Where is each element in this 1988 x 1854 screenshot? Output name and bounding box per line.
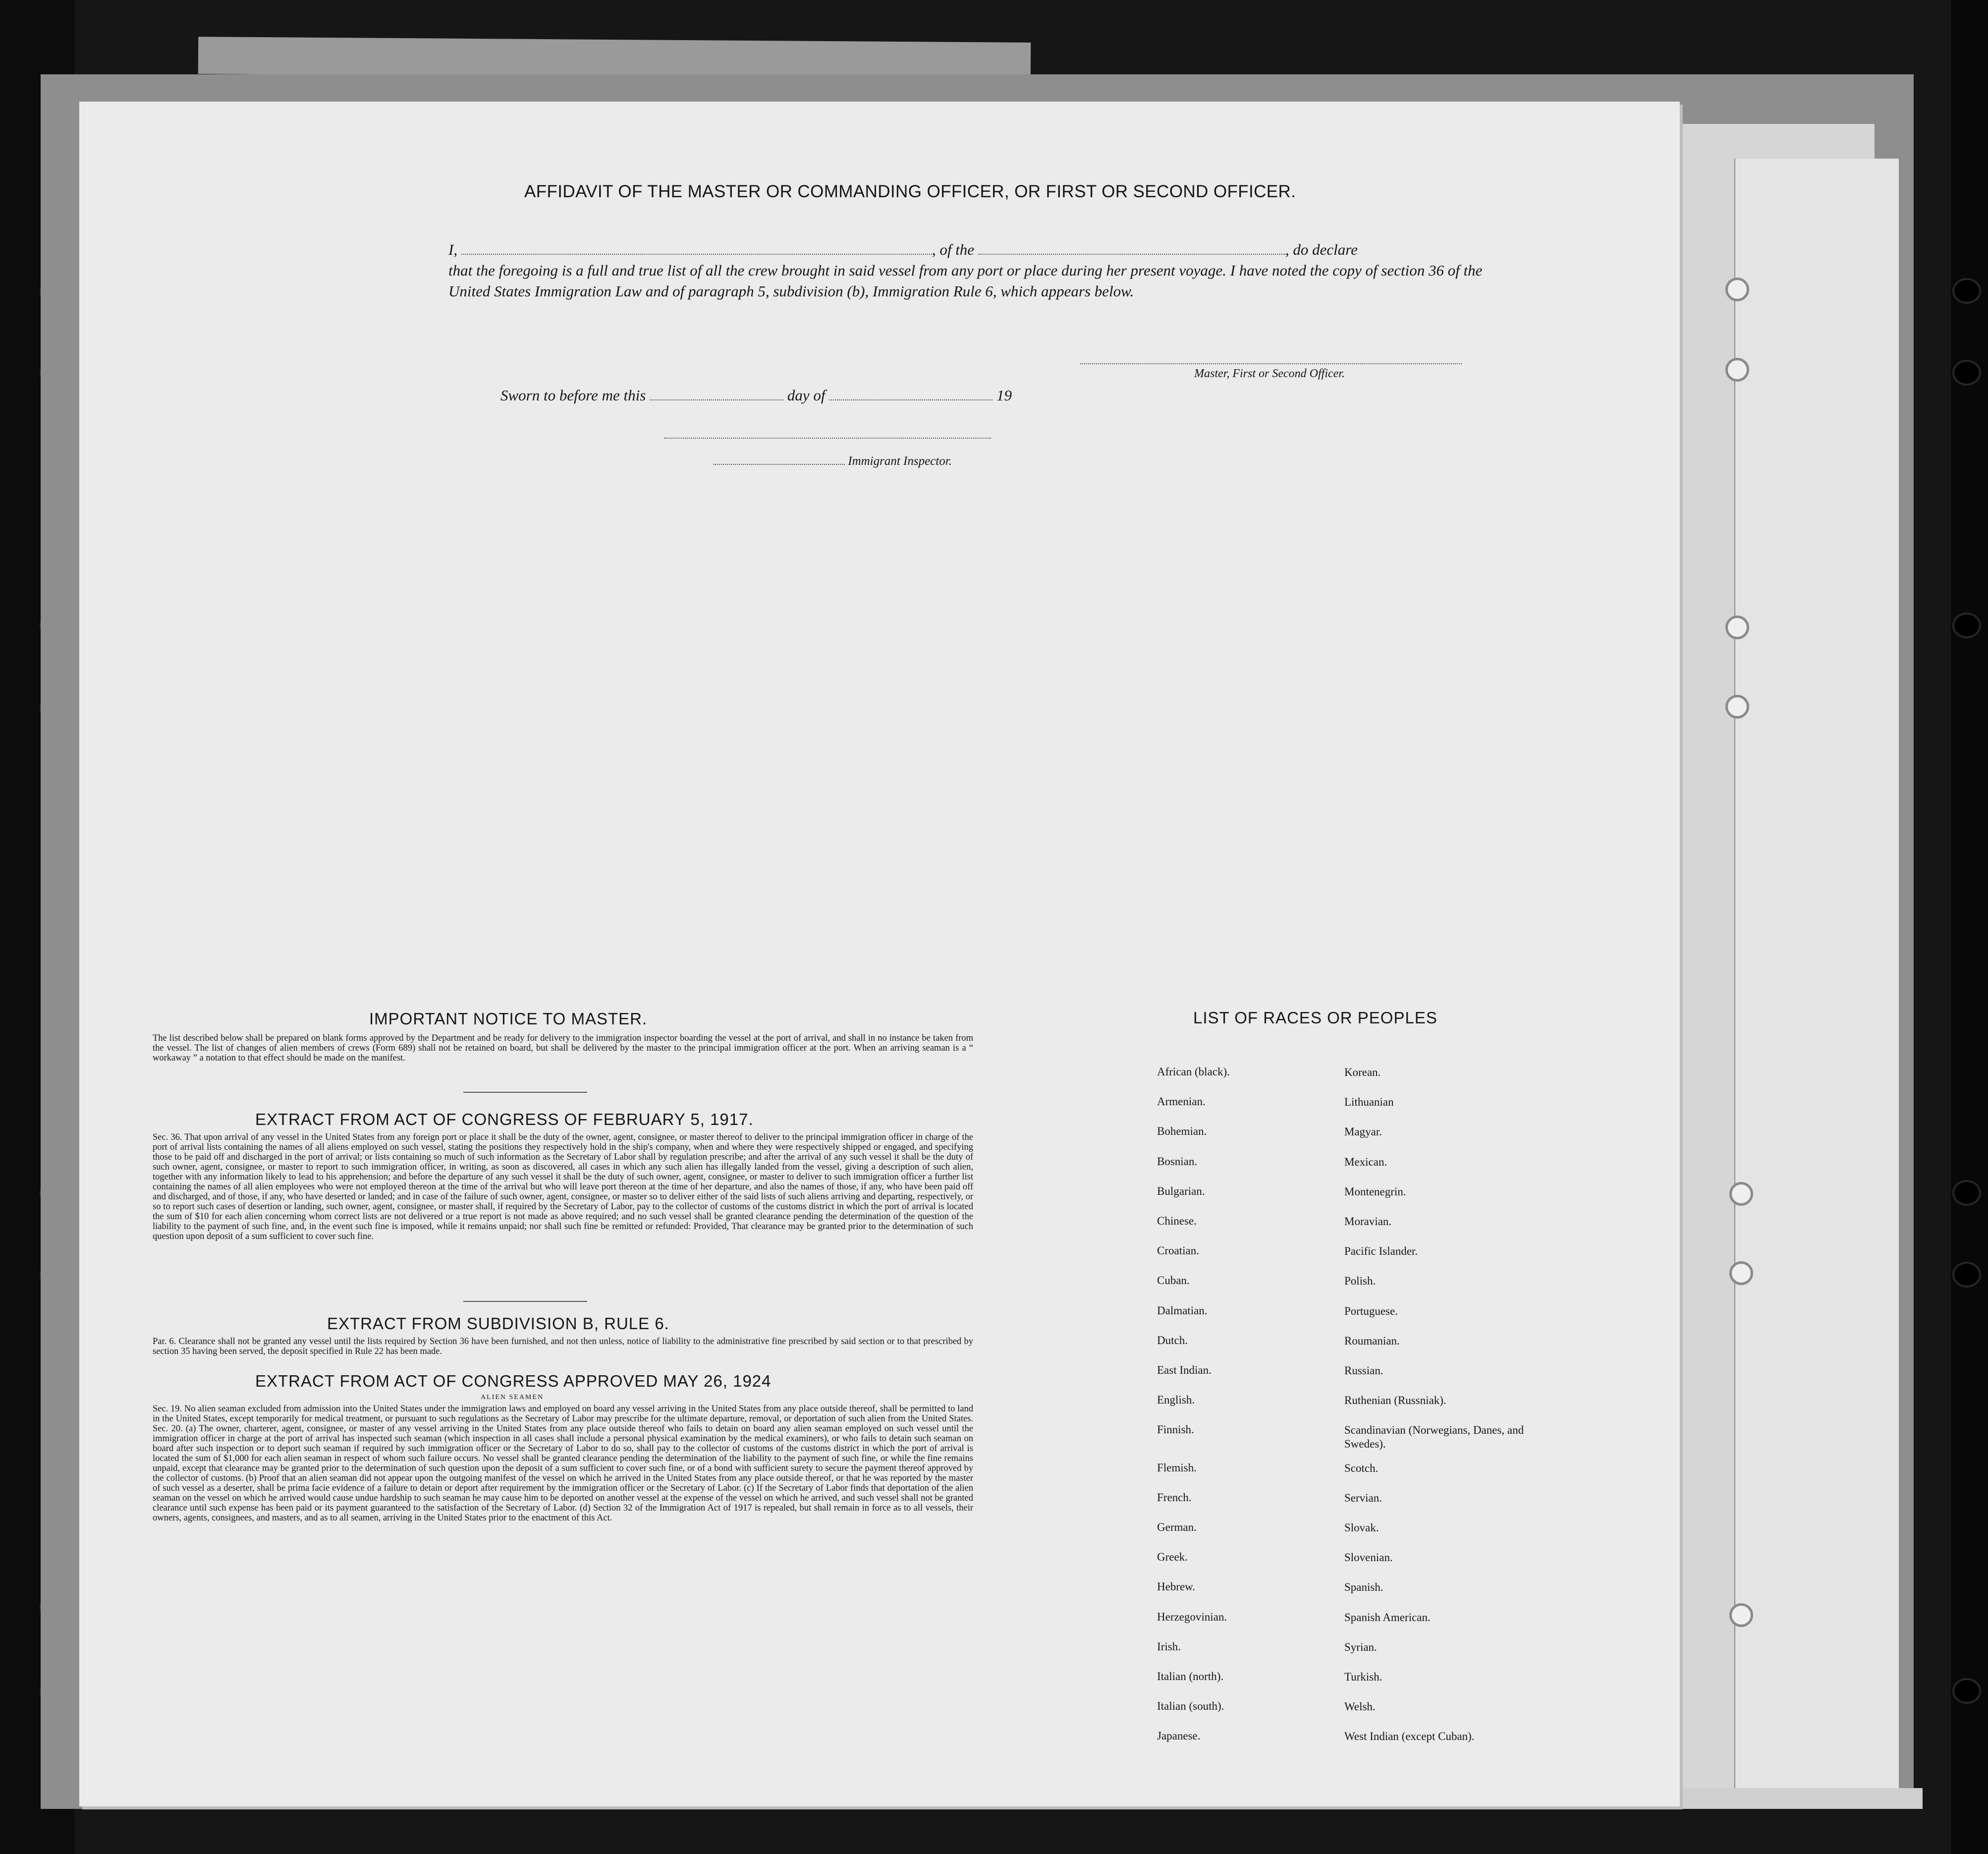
affidavit-title: AFFIDAVIT OF THE MASTER OR COMMANDING OFFICER, OR FIRST OR SECOND OFFICER.: [524, 182, 1296, 201]
extract-1917-title: EXTRACT FROM ACT OF CONGRESS OF FEBRUARY 5, 1917.: [255, 1110, 754, 1128]
reinforcement-ring: [1725, 278, 1749, 301]
race-entry: Korean.: [1344, 1066, 1381, 1078]
extract-rule6-body: Par. 6. Clearance shall not be granted any vessel until the lists required by Section 36 have been furnished, and not then unless, notice of liability to the administrative fine prescribed by said section or to that prescribed by section 35 having been served, the deposit specified in Rule 22 has been made.: [153, 1337, 973, 1356]
binder-hole: [1954, 1264, 1979, 1286]
race-entry: English.: [1157, 1394, 1195, 1406]
race-entry: East Indian.: [1157, 1364, 1212, 1376]
race-entry: Turkish.: [1344, 1671, 1382, 1683]
race-entry: African (black).: [1157, 1066, 1230, 1078]
binder-hole: [1954, 615, 1979, 636]
sworn-row: [500, 387, 1012, 404]
binder-hole: [1954, 1182, 1979, 1204]
inspector-signature-line[interactable]: [664, 438, 991, 439]
race-entry: Russian.: [1344, 1364, 1383, 1377]
race-entry: Roumanian.: [1344, 1334, 1400, 1347]
affidavit-statement: [448, 239, 1494, 302]
race-entry: Slovenian.: [1344, 1551, 1393, 1564]
race-entry: Servian.: [1344, 1491, 1382, 1504]
inspector-signature-label: [714, 454, 952, 468]
race-entry: Polish.: [1344, 1275, 1376, 1288]
race-entry: Cuban.: [1157, 1274, 1190, 1287]
race-entry: Magyar.: [1344, 1125, 1382, 1138]
race-entry: Portuguese.: [1344, 1304, 1398, 1317]
extract-1924-body: Sec. 19. No alien seaman excluded from admission into the United States under the immigration laws and employed on board any vessel arriving in the United States from any place outside thereof, shall be permitted to land in the United States, except temporarily for medical treatment, or pursuant to such regulations as the Secretary of Labor may prescribe for the ultimate departure, removal, or deportation of such alien from the United States. Sec. 20. (a) The owner, charterer, agent, consignee, or master of any vessel arriving in the United States from any place outside thereof who fails to detain on board any alien seaman employed on such vessel until the immigration officer in charge at the port of arrival has inspected such seaman (which inspection in all cases shall include a personal physical examination by the medical examiners), or who fails to detain such seaman on board after such inspection or to deport such seaman if required by such immigration officer or the Secretary of Labor to do so, shall pay to the collector of customs of the customs district in which the port of arrival is located the sum of $1,000 for each alien seaman in respect of whom such failure occurs. No vessel shall be granted clearance pending the determination of the liability to the payment of such fine, or while the fine remains unpaid, except that clearance may be granted prior to the determination of such question upon the deposit of a sum sufficient to cover such fine, or of a bond with sufficient surety to secure the payment thereof approved by the collector of customs. (b) Proof that an alien seaman did not appear upon the outgoing manifest of the vessel on which he arrived in the United States from any place outside thereof, or that he was reported by the master of such vessel as a deserter, shall be prima facie evidence of a failure to detain or deport after requirement by the immigration officer or the Secretary of Labor. (c) If the Secretary of Labor finds that deportation of the alien seaman on the vessel on which he arrived would cause undue hardship to such seaman he may cause him to be deported on another vessel at the expense of the vessel on which he arrived, and such vessel shall not be granted clearance until such expense has been paid or its payment guaranteed to the satisfaction of the Secretary of Labor. (d) Section 32 of the Immigration Act of 1917 is repealed, but shall remain in force as to all vessels, their owners, agents, consignees, and masters, and as to all seamen, arriving in the United States prior to the enactment of this Act.: [153, 1404, 973, 1523]
binder-hole: [1954, 362, 1979, 384]
notice-body: The list described below shall be prepared on blank forms approved by the Department and be ready for delivery to the immigration inspector boarding the vessel at the port of arrival, and shall in no instance be taken from the vessel. The list of changes of alien members of crews (Form 689) shall not be retained on board, but shall be delivered by the master to the principal immigration officer at the port. When an arriving seaman is a “ workaway ” a notation to that effect should be made on the manifest.: [153, 1033, 973, 1063]
underlying-page-top: [198, 37, 1031, 80]
extract-1917-body: Sec. 36. That upon arrival of any vessel in the United States from any foreign port or place it shall be the duty of the owner, agent, consignee, or master thereof to deliver to the principal immigration officer in charge of the port of arrival lists containing the names of all aliens employed on such vessel, stating the positions they respectively hold in the ship's company, when and where they were respectively shipped or engaged, and specifying those to be paid off and discharged in the port of arrival; or lists containing so much of such information as the Secretary of Labor shall by regulation prescribe; and after the arrival of any such vessel it shall be the duty of such owner, agent, consignee, or master to report to such immigration officer, in writing, as soon as discovered, all cases in which any such alien has illegally landed from the vessel, giving a description of such alien, together with any information likely to lead to his apprehension; and before the departure of any such vessel it shall be the duty of such owner, agent, consignee, or master to deliver to such immigration officer a further list containing the names of all alien employees who were not employed thereon at the time of the arrival but who will leave port thereon at the time of her departure, and also the names of those, if any, who have been paid off and discharged, and of those, if any, who have deserted or landed; and in case of the failure of such owner, agent, consignee, or master so to deliver either of the said lists of such aliens arriving and departing, respectively, or so to report such cases of desertion or landing, such owner, agent, consignee, or master shall, if required by the Secretary of Labor, pay to the collector of customs of the customs district in which the port of arrival is located the sum of $10 for each alien concerning whom correct lists are not delivered or a true report is not made as above required; and no such vessel shall be granted clearance pending the determination of the question of the liability to the payment of such fine, and, in the event such fine is imposed, while it remains unpaid; nor shall such fine be remitted or refunded: Provided, That clearance may be granted prior to the determination of such question upon deposit of a sum sufficient to cover such fine.: [153, 1132, 973, 1241]
race-entry: Bohemian.: [1157, 1125, 1207, 1138]
race-entry: Armenian.: [1157, 1095, 1206, 1108]
officer-name-blank[interactable]: [461, 241, 932, 255]
underlying-page-right: [1734, 159, 1899, 1794]
race-entry: Bulgarian.: [1157, 1184, 1205, 1197]
section-divider: [463, 1092, 587, 1093]
race-entry: Moravian.: [1344, 1215, 1392, 1228]
race-entry: Croatian.: [1157, 1244, 1199, 1257]
reinforcement-ring: [1725, 695, 1749, 719]
races-title: LIST OF RACES OR PEOPLES: [1193, 1009, 1437, 1027]
race-entry: Japanese.: [1157, 1730, 1201, 1742]
notice-title: IMPORTANT NOTICE TO MASTER.: [369, 1010, 648, 1028]
do-declare-label: , do declare: [1285, 241, 1358, 258]
race-entry: Italian (north).: [1157, 1670, 1224, 1683]
race-entry: Syrian.: [1344, 1640, 1377, 1653]
scanner-edge: [1951, 0, 1988, 1854]
extract-1924-title: EXTRACT FROM ACT OF CONGRESS APPROVED MAY 26, 1924: [255, 1372, 772, 1390]
sworn-day-blank[interactable]: [650, 387, 783, 400]
race-entry: Dutch.: [1157, 1334, 1188, 1347]
of-the-label: , of the: [932, 241, 975, 258]
reinforcement-ring: [1725, 358, 1749, 382]
race-entry: Finnish.: [1157, 1423, 1194, 1436]
race-entry: Montenegrin.: [1344, 1185, 1406, 1198]
race-entry: Slovak.: [1344, 1521, 1379, 1534]
reinforcement-ring: [1729, 1261, 1753, 1285]
sworn-month-blank[interactable]: [829, 387, 993, 400]
declaration-body: that the foregoing is a full and true list of all the crew brought in said vessel from any port or place during her present voyage. I have noted the copy of section 36 of the United States Immigration Law and of paragraph 5, subdivision (b), Immigration Rule 6, which appears below.: [448, 262, 1483, 300]
extract-rule6-title: EXTRACT FROM SUBDIVISION B, RULE 6.: [327, 1314, 669, 1333]
race-entry: Herzegovinian.: [1157, 1610, 1227, 1623]
race-entry: Spanish.: [1344, 1581, 1383, 1594]
section-divider: [463, 1301, 587, 1302]
reinforcement-ring: [1729, 1603, 1753, 1627]
race-entry: Flemish.: [1157, 1461, 1197, 1474]
race-entry: Ruthenian (Russniak).: [1344, 1394, 1446, 1407]
race-entry: Lithuanian: [1344, 1096, 1394, 1109]
race-entry: West Indian (except Cuban).: [1344, 1730, 1475, 1743]
race-entry: Mexican.: [1344, 1155, 1387, 1168]
vessel-name-blank[interactable]: [978, 241, 1285, 255]
binder-hole: [1954, 1680, 1979, 1702]
race-entry: Dalmatian.: [1157, 1304, 1208, 1317]
race-entry: Chinese.: [1157, 1215, 1197, 1227]
affidavit-page: [79, 102, 1680, 1806]
declaration-line: [448, 239, 1494, 260]
race-entry: Greek.: [1157, 1551, 1188, 1564]
master-signature-label: Master, First or Second Officer.: [1194, 367, 1345, 380]
inspector-leader-dots: [714, 459, 845, 465]
race-entry: French.: [1157, 1491, 1192, 1504]
binder-hole: [1954, 280, 1979, 302]
declarant-prefix: I,: [448, 241, 458, 258]
alien-seamen-subtitle: ALIEN SEAMEN: [481, 1394, 544, 1401]
master-signature-line[interactable]: [1080, 363, 1462, 364]
race-entry: Pacific Islander.: [1344, 1245, 1418, 1258]
race-entry: Hebrew.: [1157, 1580, 1196, 1593]
day-of-label: day of: [787, 387, 826, 404]
year-prefix: 19: [996, 387, 1012, 404]
race-entry: Italian (south).: [1157, 1700, 1224, 1713]
race-entry: Bosnian.: [1157, 1155, 1198, 1168]
reinforcement-ring: [1725, 616, 1749, 639]
inspector-label-text: Immigrant Inspector.: [848, 454, 952, 468]
race-entry: Scotch.: [1344, 1461, 1379, 1474]
race-entry: Irish.: [1157, 1640, 1181, 1653]
reinforcement-ring: [1729, 1182, 1753, 1206]
race-entry: Welsh.: [1344, 1700, 1376, 1713]
sworn-label: Sworn to before me this: [500, 387, 646, 404]
race-entry: Spanish American.: [1344, 1611, 1431, 1624]
race-entry: Scandinavian (Norwegians, Danes, and Swedes).: [1344, 1424, 1524, 1451]
race-entry: German.: [1157, 1521, 1197, 1533]
